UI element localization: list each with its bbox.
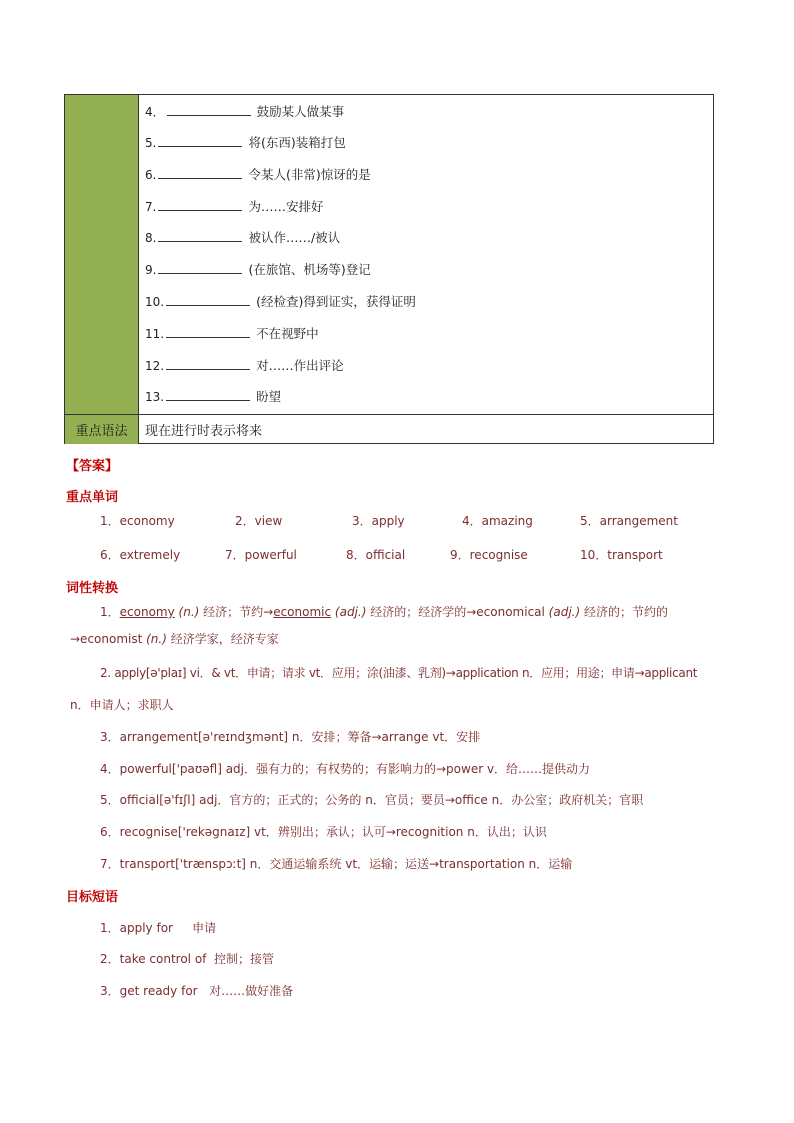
word-item: 4．amazing xyxy=(462,514,533,528)
phrase-meaning: 盼望 xyxy=(256,389,282,404)
phrase-meaning: 对……作出评论 xyxy=(256,358,344,373)
word-form-item-1: 1．economy (n.) 经济；节约→economic (adj.) 经济的；经济学的→economical (adj.) 经济的；节约的 xyxy=(100,605,668,619)
word-form-item-3: 3．arrangement[ə'reɪndʒmənt] n．安排；筹备→arrange vt．安排 xyxy=(100,730,481,744)
phrase-row xyxy=(145,261,371,279)
phrase-meaning: 为……安排好 xyxy=(248,199,324,214)
phrase-row xyxy=(145,293,416,311)
phrase-number: 8. xyxy=(145,231,157,245)
phrases-heading: 目标短语 xyxy=(66,890,119,905)
answer-blank[interactable] xyxy=(166,388,250,401)
answer-heading: 【答案】 xyxy=(66,459,119,474)
word-form-item-4: 4．powerful['paʊəfl] adj．强有力的；有权势的；有影响力的→power v．给……提供动力 xyxy=(100,762,591,776)
word-item: 3．apply xyxy=(352,514,405,528)
phrase-number: 4． xyxy=(145,105,165,119)
word-form-item-2-cont: n．申请人；求职人 xyxy=(70,698,174,712)
phrase-item-2: 2．take control of 控制；接管 xyxy=(100,952,275,966)
answer-blank[interactable] xyxy=(158,134,242,147)
phrase-meaning: (在旅馆、机场等)登记 xyxy=(248,262,371,277)
phrase-meaning: 令某人(非常)惊讶的是 xyxy=(248,167,371,182)
word-form-item-2: 2. apply[ə'plaɪ] vi．& vt．申请；请求 vt．应用；涂(油漆、乳剂)→application n．应用；用途；申请→applicant xyxy=(100,666,698,680)
phrase-meaning: 将(东西)装箱打包 xyxy=(248,135,346,150)
word-item: 9．recognise xyxy=(450,548,528,562)
word-item: 2．view xyxy=(235,514,283,528)
phrase-item-3: 3．get ready for 对……做好准备 xyxy=(100,984,294,998)
word-item: 6．extremely xyxy=(100,548,181,562)
grammar-text: 现在进行时表示将来 xyxy=(139,414,713,444)
phrase-number: 10. xyxy=(145,295,165,309)
phrase-number: 9. xyxy=(145,263,157,277)
word-item: 1．economy xyxy=(100,514,175,528)
phrase-row xyxy=(145,325,319,343)
word-form-item-5: 5．official[ə'fɪʃl] adj．官方的；正式的；公务的 n．官员；要员→office n．办公室；政府机关；官职 xyxy=(100,793,644,807)
phrase-number: 6. xyxy=(145,168,157,182)
phrase-row xyxy=(145,388,281,406)
answer-blank[interactable] xyxy=(158,229,242,242)
phrase-number: 5. xyxy=(145,136,157,150)
word-item: 8．official xyxy=(346,548,406,562)
answer-blank[interactable] xyxy=(166,357,250,370)
phrase-meaning: (经检查)得到证实，获得证明 xyxy=(256,294,416,309)
word-form-item-6: 6．recognise['rekəgnaɪz] vt．辨别出；承认；认可→recognition n．认出；认识 xyxy=(100,825,547,839)
answer-blank[interactable] xyxy=(158,198,242,211)
phrase-row xyxy=(145,103,344,121)
table-green-cell xyxy=(65,95,139,414)
phrase-row xyxy=(145,134,346,152)
phrase-row xyxy=(145,229,340,247)
word-form-item-7: 7．transport['trænspɔːt] n．交通运输系统 vt．运输；运送→transportation n．运输 xyxy=(100,857,573,871)
answer-blank[interactable] xyxy=(167,103,251,116)
word-item: 5．arrangement xyxy=(580,514,678,528)
phrase-meaning: 不在视野中 xyxy=(256,326,319,341)
answer-blank[interactable] xyxy=(158,166,242,179)
key-words-heading: 重点单词 xyxy=(66,490,119,505)
answer-blank[interactable] xyxy=(166,293,250,306)
answer-blank[interactable] xyxy=(166,325,250,338)
phrase-row xyxy=(145,357,344,375)
word-item: 10．transport xyxy=(580,548,663,562)
phrase-meaning: 鼓励某人做某事 xyxy=(256,104,345,119)
word-form-item-1-cont: →economist (n.) 经济学家，经济专家 xyxy=(70,632,279,646)
phrase-number: 13. xyxy=(145,390,165,404)
phrase-number: 11. xyxy=(145,327,165,341)
phrase-row xyxy=(145,166,371,184)
phrase-number: 7. xyxy=(145,200,157,214)
phrase-meaning: 被认作……/被认 xyxy=(248,230,341,245)
word-item: 7．powerful xyxy=(225,548,297,562)
grammar-label: 重点语法 xyxy=(65,414,139,444)
phrase-row xyxy=(145,198,323,216)
phrase-number: 12. xyxy=(145,359,165,373)
word-forms-heading: 词性转换 xyxy=(66,581,119,596)
answer-blank[interactable] xyxy=(158,261,242,274)
phrase-item-1: 1．apply for 申请 xyxy=(100,921,217,935)
